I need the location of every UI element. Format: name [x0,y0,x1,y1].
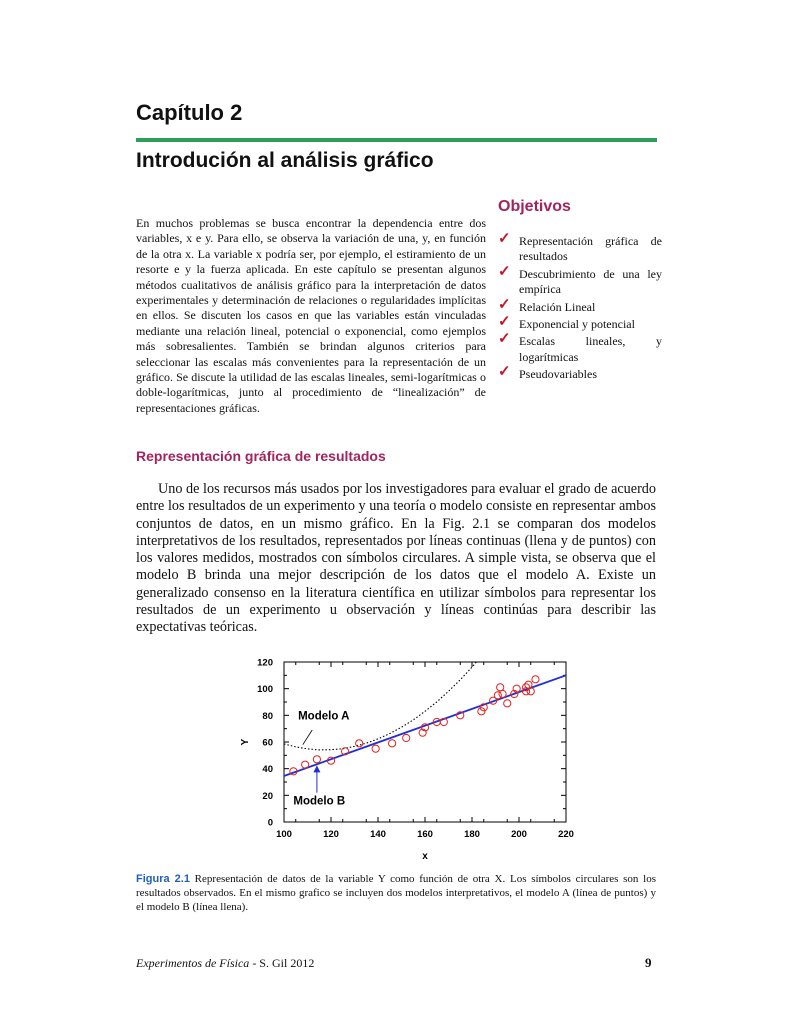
objective-item: ✓ Descubrimiento de una ley empírica [498,263,662,297]
data-point [504,700,511,707]
page-title: Introdución al análisis gráfico [136,149,434,172]
y-tick-label: 20 [262,790,273,802]
figure-caption-text: Representación de datos de la variable Y como función de otra X. Los símbolos circulares son los resultados observados. En el mismo grafico se incluyen dos modelos interpretativos, el modelo A (línea de puntos) y el modelo B (línea llena). [136,873,656,913]
footer-book [136,956,314,971]
section-heading: Representación gráfica de resultados [136,448,386,464]
checkmark-icon: ✓ [498,314,511,331]
chapter-label: Capítulo 2 [136,100,243,125]
y-tick-label: 80 [262,710,273,722]
objective-item: ✓ Relación Lineal [498,296,596,314]
figure-label: Figura 2.1 [136,873,190,885]
checkmark-icon: ✓ [498,263,511,280]
data-point [532,676,539,683]
data-point [372,745,379,752]
data-point [403,734,410,741]
checkmark-icon: ✓ [498,331,511,348]
y-tick-label: 60 [262,737,273,749]
objective-item: ✓ Exponencial y potencial [498,314,635,332]
objective-item: ✓ Pseudovariables [498,364,597,382]
checkmark-icon: ✓ [498,364,511,381]
objective-item: ✓ Representación gráfica de resultados [498,231,662,264]
data-point [499,690,506,697]
x-tick-label: 220 [558,829,574,840]
checkmark-icon: ✓ [498,231,511,247]
x-tick-label: 160 [417,829,433,840]
page-number: 9 [645,955,652,970]
x-axis-label: x [422,851,428,862]
annotation-model-b: Modelo B [293,795,346,808]
data-point [389,740,396,747]
objective-item: ✓ Escalas lineales, y logarítmicas [498,331,662,364]
data-point [313,756,320,763]
y-tick-label: 0 [267,817,273,829]
x-tick-label: 120 [323,829,339,840]
checkmark-icon: ✓ [498,296,511,313]
footer-author: - S. Gil 2012 [249,956,315,970]
data-point [494,692,501,699]
x-tick-label: 200 [511,829,527,840]
data-point [356,740,363,747]
chapter-divider [136,138,657,142]
y-tick-label: 40 [262,764,273,776]
objectives-heading: Objetivos [498,198,571,215]
x-tick-label: 180 [464,829,480,840]
y-tick-label: 100 [257,684,273,696]
data-point [302,761,309,768]
figure-caption [136,872,656,914]
x-tick-label: 100 [276,829,292,840]
x-tick-label: 140 [370,829,386,840]
annotation-model-a-pointer [303,730,312,745]
annotation-model-a: Modelo A [298,710,350,723]
objectives-list [498,231,662,385]
data-point [497,684,504,691]
y-axis-label: Y [240,738,251,746]
section-paragraph: Uno de los recursos más usados por los investigadores para evaluar el grado de acuerdo entre los resultados de un experimento y una teoría o modelo consiste en representar ambos conjuntos de datos, en un mismo gráfico. En la Fig. 2.1 se comparan dos modelos interpretativos de los resultados, representados por líneas continuas (llena y de puntos) con los valores medidos, mostrados con símbolos circulares. A simple vista, se observa que el modelo B brinda una mejor descripción de los datos que el modelo A. Existe un generalizado consenso en la literatura científica en utilizar símbolos para representar los resultados de un experimento u observación y líneas continúas para describir las expectativas teóricas. [136,481,656,636]
figure-2-1-chart [236,652,596,868]
annotation-model-b-arrowhead [313,765,320,772]
intro-paragraph: En muchos problemas se busca encontrar la dependencia entre dos variables, x e y. Para ello, se observa la variación de una, y, en función de la otra x. La variable x podría ser, por ejemplo, el estiramiento de un resorte e y la fuerza aplicada. En este capítulo se presentan algunos métodos cualitativos de análisis gráfico para la interpretación de datos experimentales y determinación de relaciones o regularidades implícitas en ellos. Se discuten los casos en que las variables están vinculadas mediante una relación lineal, potencial o exponencial, como ejemplos más sobresalientes. También se brindan algunos criterios para seleccionar las escalas más convenientes para la representación de un gráfico. Se discute la utilidad de las escalas lineales, semi-logarítmicas o doble-logarítmicas, junto al procedimiento de “linealización” de representaciones gráficas. [136,216,486,415]
footer-book-title: Experimentos de Física [136,956,250,970]
y-tick-label: 120 [257,657,273,669]
model-a-line [284,652,543,750]
